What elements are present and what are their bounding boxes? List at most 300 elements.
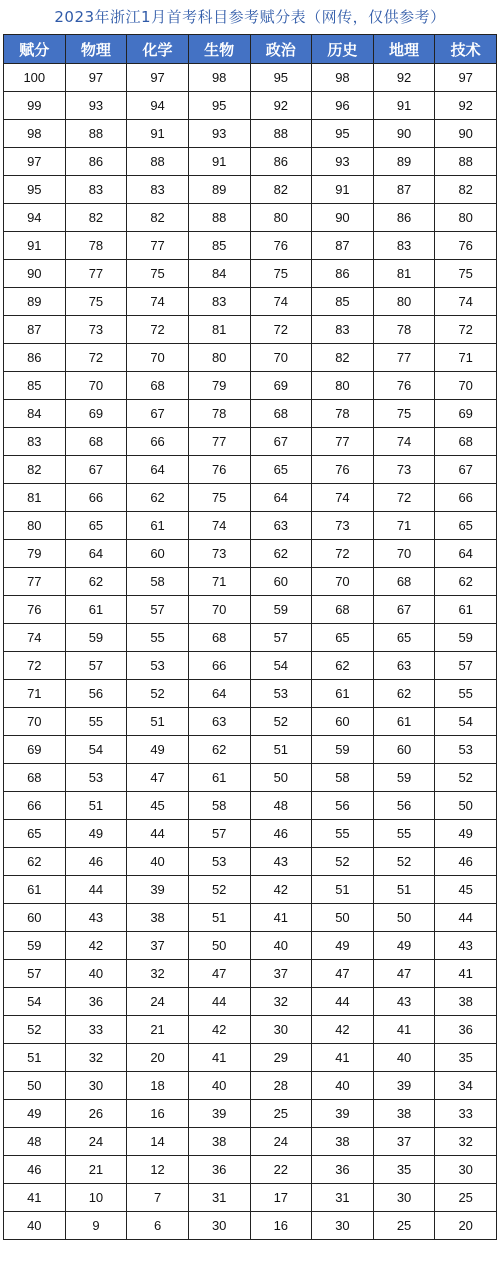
table-cell: 25 <box>435 1184 497 1212</box>
table-cell: 9 <box>65 1212 127 1240</box>
table-cell: 77 <box>312 428 374 456</box>
table-cell: 43 <box>373 988 435 1016</box>
table-cell: 80 <box>4 512 66 540</box>
table-cell: 62 <box>65 568 127 596</box>
table-cell: 93 <box>65 92 127 120</box>
table-title: 2023年浙江1月首考科目参考赋分表（网传，仅供参考） <box>54 8 446 26</box>
table-cell: 87 <box>373 176 435 204</box>
table-cell: 52 <box>373 848 435 876</box>
table-cell: 97 <box>4 148 66 176</box>
table-row <box>4 260 497 288</box>
table-cell: 40 <box>312 1072 374 1100</box>
table-cell: 73 <box>373 456 435 484</box>
header-cell-history: 历史 <box>312 35 374 64</box>
table-cell: 16 <box>127 1100 189 1128</box>
table-cell: 53 <box>65 764 127 792</box>
table-cell: 44 <box>435 904 497 932</box>
table-cell: 44 <box>65 876 127 904</box>
table-row <box>4 120 497 148</box>
table-cell: 59 <box>373 764 435 792</box>
table-row <box>4 652 497 680</box>
table-cell: 100 <box>4 64 66 92</box>
table-cell: 62 <box>312 652 374 680</box>
table-cell: 30 <box>188 1212 250 1240</box>
table-cell: 95 <box>188 92 250 120</box>
table-cell: 41 <box>250 904 312 932</box>
table-cell: 75 <box>250 260 312 288</box>
table-cell: 60 <box>250 568 312 596</box>
table-row <box>4 1212 497 1240</box>
table-cell: 33 <box>65 1016 127 1044</box>
table-cell: 74 <box>127 288 189 316</box>
table-cell: 68 <box>373 568 435 596</box>
table-cell: 36 <box>435 1016 497 1044</box>
table-cell: 50 <box>250 764 312 792</box>
table-cell: 81 <box>373 260 435 288</box>
table-cell: 39 <box>127 876 189 904</box>
table-cell: 35 <box>373 1156 435 1184</box>
table-cell: 53 <box>250 680 312 708</box>
table-cell: 41 <box>312 1044 374 1072</box>
table-cell: 70 <box>4 708 66 736</box>
table-cell: 37 <box>127 932 189 960</box>
table-cell: 74 <box>4 624 66 652</box>
table-cell: 74 <box>188 512 250 540</box>
table-row <box>4 736 497 764</box>
table-row <box>4 764 497 792</box>
table-cell: 82 <box>250 176 312 204</box>
table-cell: 88 <box>188 204 250 232</box>
table-cell: 83 <box>373 232 435 260</box>
table-cell: 71 <box>373 512 435 540</box>
table-cell: 41 <box>4 1184 66 1212</box>
table-cell: 40 <box>188 1072 250 1100</box>
table-row <box>4 372 497 400</box>
table-cell: 25 <box>373 1212 435 1240</box>
table-cell: 98 <box>312 64 374 92</box>
table-cell: 53 <box>435 736 497 764</box>
table-cell: 36 <box>188 1156 250 1184</box>
table-cell: 64 <box>250 484 312 512</box>
table-cell: 62 <box>127 484 189 512</box>
table-row <box>4 204 497 232</box>
table-cell: 50 <box>435 792 497 820</box>
table-cell: 74 <box>250 288 312 316</box>
table-cell: 61 <box>435 596 497 624</box>
table-cell: 61 <box>65 596 127 624</box>
table-row <box>4 176 497 204</box>
table-cell: 72 <box>127 316 189 344</box>
table-cell: 71 <box>188 568 250 596</box>
table-row <box>4 960 497 988</box>
table-cell: 67 <box>127 400 189 428</box>
table-cell: 49 <box>65 820 127 848</box>
table-cell: 81 <box>4 484 66 512</box>
table-cell: 24 <box>65 1128 127 1156</box>
table-cell: 88 <box>435 148 497 176</box>
table-cell: 80 <box>435 204 497 232</box>
table-cell: 75 <box>188 484 250 512</box>
table-cell: 55 <box>127 624 189 652</box>
table-cell: 65 <box>312 624 374 652</box>
table-cell: 77 <box>188 428 250 456</box>
table-cell: 28 <box>250 1072 312 1100</box>
table-cell: 52 <box>312 848 374 876</box>
table-cell: 52 <box>435 764 497 792</box>
table-row <box>4 988 497 1016</box>
table-cell: 70 <box>65 372 127 400</box>
table-cell: 72 <box>250 316 312 344</box>
table-cell: 20 <box>435 1212 497 1240</box>
table-row <box>4 1156 497 1184</box>
table-cell: 85 <box>188 232 250 260</box>
table-row <box>4 848 497 876</box>
table-cell: 49 <box>312 932 374 960</box>
table-cell: 21 <box>65 1156 127 1184</box>
table-cell: 36 <box>65 988 127 1016</box>
table-cell: 30 <box>250 1016 312 1044</box>
table-cell: 61 <box>4 876 66 904</box>
table-cell: 57 <box>65 652 127 680</box>
table-cell: 76 <box>312 456 374 484</box>
table-cell: 67 <box>250 428 312 456</box>
table-cell: 76 <box>4 596 66 624</box>
table-cell: 76 <box>250 232 312 260</box>
table-cell: 57 <box>127 596 189 624</box>
table-cell: 79 <box>188 372 250 400</box>
table-cell: 53 <box>188 848 250 876</box>
table-cell: 71 <box>4 680 66 708</box>
table-cell: 59 <box>312 736 374 764</box>
table-cell: 42 <box>65 932 127 960</box>
table-cell: 40 <box>127 848 189 876</box>
table-row <box>4 288 497 316</box>
table-cell: 78 <box>312 400 374 428</box>
table-cell: 22 <box>250 1156 312 1184</box>
table-cell: 47 <box>312 960 374 988</box>
table-cell: 64 <box>435 540 497 568</box>
table-cell: 38 <box>373 1100 435 1128</box>
table-cell: 85 <box>312 288 374 316</box>
table-cell: 80 <box>312 372 374 400</box>
table-cell: 78 <box>188 400 250 428</box>
table-cell: 83 <box>312 316 374 344</box>
table-cell: 24 <box>250 1128 312 1156</box>
table-cell: 63 <box>373 652 435 680</box>
table-cell: 56 <box>373 792 435 820</box>
table-cell: 73 <box>188 540 250 568</box>
table-cell: 30 <box>65 1072 127 1100</box>
table-cell: 66 <box>127 428 189 456</box>
score-table <box>3 34 497 1240</box>
table-cell: 81 <box>188 316 250 344</box>
table-cell: 83 <box>127 176 189 204</box>
table-cell: 47 <box>188 960 250 988</box>
table-cell: 66 <box>435 484 497 512</box>
table-cell: 70 <box>373 540 435 568</box>
table-row <box>4 1184 497 1212</box>
table-cell: 65 <box>250 456 312 484</box>
table-cell: 17 <box>250 1184 312 1212</box>
table-cell: 49 <box>4 1100 66 1128</box>
table-cell: 64 <box>65 540 127 568</box>
table-cell: 82 <box>4 456 66 484</box>
table-cell: 25 <box>250 1100 312 1128</box>
table-cell: 38 <box>127 904 189 932</box>
table-cell: 86 <box>250 148 312 176</box>
table-row <box>4 232 497 260</box>
table-cell: 92 <box>435 92 497 120</box>
table-cell: 46 <box>250 820 312 848</box>
table-cell: 32 <box>435 1128 497 1156</box>
table-cell: 58 <box>188 792 250 820</box>
table-cell: 78 <box>65 232 127 260</box>
table-cell: 83 <box>4 428 66 456</box>
header-cell-physics: 物理 <box>65 35 127 64</box>
table-row <box>4 1128 497 1156</box>
table-cell: 44 <box>188 988 250 1016</box>
table-cell: 74 <box>435 288 497 316</box>
table-body <box>4 64 497 1240</box>
table-cell: 51 <box>312 876 374 904</box>
table-row <box>4 932 497 960</box>
table-cell: 47 <box>127 764 189 792</box>
table-cell: 75 <box>373 400 435 428</box>
table-cell: 90 <box>435 120 497 148</box>
table-cell: 63 <box>250 512 312 540</box>
table-cell: 72 <box>373 484 435 512</box>
table-cell: 34 <box>435 1072 497 1100</box>
table-cell: 76 <box>435 232 497 260</box>
table-cell: 46 <box>65 848 127 876</box>
table-cell: 16 <box>250 1212 312 1240</box>
table-cell: 40 <box>65 960 127 988</box>
table-cell: 91 <box>4 232 66 260</box>
table-cell: 44 <box>312 988 374 1016</box>
table-cell: 46 <box>4 1156 66 1184</box>
table-cell: 48 <box>250 792 312 820</box>
table-row <box>4 540 497 568</box>
table-cell: 18 <box>127 1072 189 1100</box>
table-cell: 50 <box>373 904 435 932</box>
table-cell: 51 <box>4 1044 66 1072</box>
table-cell: 87 <box>312 232 374 260</box>
table-cell: 82 <box>65 204 127 232</box>
table-cell: 45 <box>435 876 497 904</box>
table-cell: 40 <box>373 1044 435 1072</box>
table-cell: 93 <box>188 120 250 148</box>
table-cell: 65 <box>65 512 127 540</box>
table-cell: 72 <box>312 540 374 568</box>
table-cell: 86 <box>312 260 374 288</box>
table-cell: 51 <box>373 876 435 904</box>
table-cell: 38 <box>312 1128 374 1156</box>
table-cell: 61 <box>312 680 374 708</box>
table-cell: 51 <box>65 792 127 820</box>
table-cell: 43 <box>65 904 127 932</box>
table-cell: 62 <box>250 540 312 568</box>
table-row <box>4 904 497 932</box>
table-cell: 78 <box>373 316 435 344</box>
table-cell: 52 <box>127 680 189 708</box>
header-cell-politics: 政治 <box>250 35 312 64</box>
table-cell: 38 <box>435 988 497 1016</box>
table-cell: 43 <box>250 848 312 876</box>
table-cell: 52 <box>250 708 312 736</box>
table-cell: 37 <box>250 960 312 988</box>
table-cell: 51 <box>188 904 250 932</box>
table-cell: 52 <box>4 1016 66 1044</box>
table-cell: 41 <box>373 1016 435 1044</box>
table-cell: 90 <box>4 260 66 288</box>
table-cell: 74 <box>373 428 435 456</box>
table-cell: 44 <box>127 820 189 848</box>
table-cell: 49 <box>127 736 189 764</box>
table-cell: 39 <box>188 1100 250 1128</box>
table-cell: 20 <box>127 1044 189 1072</box>
table-cell: 39 <box>312 1100 374 1128</box>
table-cell: 40 <box>250 932 312 960</box>
table-cell: 47 <box>373 960 435 988</box>
table-cell: 75 <box>65 288 127 316</box>
table-cell: 32 <box>65 1044 127 1072</box>
table-cell: 88 <box>127 148 189 176</box>
table-cell: 69 <box>435 400 497 428</box>
table-cell: 65 <box>373 624 435 652</box>
table-cell: 75 <box>127 260 189 288</box>
table-cell: 86 <box>4 344 66 372</box>
table-cell: 97 <box>435 64 497 92</box>
table-cell: 70 <box>312 568 374 596</box>
table-cell: 50 <box>188 932 250 960</box>
table-cell: 57 <box>250 624 312 652</box>
table-cell: 57 <box>188 820 250 848</box>
table-cell: 69 <box>65 400 127 428</box>
table-cell: 73 <box>65 316 127 344</box>
table-row <box>4 1016 497 1044</box>
table-cell: 70 <box>250 344 312 372</box>
table-cell: 54 <box>250 652 312 680</box>
table-cell: 77 <box>65 260 127 288</box>
table-cell: 98 <box>188 64 250 92</box>
table-cell: 72 <box>65 344 127 372</box>
table-cell: 99 <box>4 92 66 120</box>
table-cell: 92 <box>250 92 312 120</box>
table-cell: 95 <box>312 120 374 148</box>
table-cell: 43 <box>435 932 497 960</box>
table-cell: 51 <box>127 708 189 736</box>
table-cell: 83 <box>65 176 127 204</box>
table-cell: 57 <box>4 960 66 988</box>
table-cell: 73 <box>312 512 374 540</box>
table-cell: 55 <box>65 708 127 736</box>
table-cell: 70 <box>188 596 250 624</box>
table-cell: 77 <box>127 232 189 260</box>
table-cell: 56 <box>65 680 127 708</box>
table-cell: 58 <box>312 764 374 792</box>
table-cell: 61 <box>127 512 189 540</box>
table-cell: 95 <box>4 176 66 204</box>
table-row <box>4 64 497 92</box>
table-cell: 33 <box>435 1100 497 1128</box>
table-row <box>4 92 497 120</box>
table-cell: 30 <box>312 1212 374 1240</box>
table-cell: 46 <box>435 848 497 876</box>
table-cell: 65 <box>435 512 497 540</box>
table-cell: 50 <box>4 1072 66 1100</box>
table-cell: 59 <box>65 624 127 652</box>
table-row <box>4 1072 497 1100</box>
table-cell: 54 <box>435 708 497 736</box>
table-cell: 40 <box>4 1212 66 1240</box>
table-cell: 60 <box>312 708 374 736</box>
table-cell: 76 <box>188 456 250 484</box>
table-cell: 42 <box>188 1016 250 1044</box>
header-cell-score: 赋分 <box>4 35 66 64</box>
table-cell: 74 <box>312 484 374 512</box>
table-cell: 48 <box>4 1128 66 1156</box>
table-cell: 41 <box>435 960 497 988</box>
table-cell: 92 <box>373 64 435 92</box>
table-cell: 37 <box>373 1128 435 1156</box>
table-row <box>4 876 497 904</box>
table-cell: 84 <box>4 400 66 428</box>
table-cell: 61 <box>188 764 250 792</box>
table-cell: 21 <box>127 1016 189 1044</box>
table-cell: 56 <box>312 792 374 820</box>
table-row <box>4 708 497 736</box>
table-cell: 55 <box>373 820 435 848</box>
table-row <box>4 512 497 540</box>
table-cell: 68 <box>65 428 127 456</box>
table-cell: 88 <box>65 120 127 148</box>
table-cell: 67 <box>435 456 497 484</box>
table-cell: 89 <box>4 288 66 316</box>
table-cell: 94 <box>127 92 189 120</box>
table-cell: 80 <box>250 204 312 232</box>
table-cell: 57 <box>435 652 497 680</box>
table-cell: 77 <box>373 344 435 372</box>
table-row <box>4 680 497 708</box>
table-cell: 65 <box>4 820 66 848</box>
table-cell: 69 <box>250 372 312 400</box>
table-row <box>4 792 497 820</box>
table-cell: 62 <box>188 736 250 764</box>
table-row <box>4 456 497 484</box>
table-cell: 55 <box>312 820 374 848</box>
table-row <box>4 820 497 848</box>
table-cell: 58 <box>127 568 189 596</box>
header-cell-chemistry: 化学 <box>127 35 189 64</box>
table-cell: 49 <box>435 820 497 848</box>
table-cell: 82 <box>127 204 189 232</box>
table-row <box>4 148 497 176</box>
table-cell: 97 <box>65 64 127 92</box>
table-cell: 30 <box>435 1156 497 1184</box>
table-cell: 70 <box>435 372 497 400</box>
table-cell: 86 <box>373 204 435 232</box>
table-row <box>4 484 497 512</box>
table-cell: 6 <box>127 1212 189 1240</box>
table-cell: 62 <box>373 680 435 708</box>
table-cell: 50 <box>312 904 374 932</box>
table-row <box>4 316 497 344</box>
table-cell: 97 <box>127 64 189 92</box>
table-cell: 95 <box>250 64 312 92</box>
table-cell: 69 <box>4 736 66 764</box>
table-cell: 64 <box>127 456 189 484</box>
table-cell: 54 <box>4 988 66 1016</box>
